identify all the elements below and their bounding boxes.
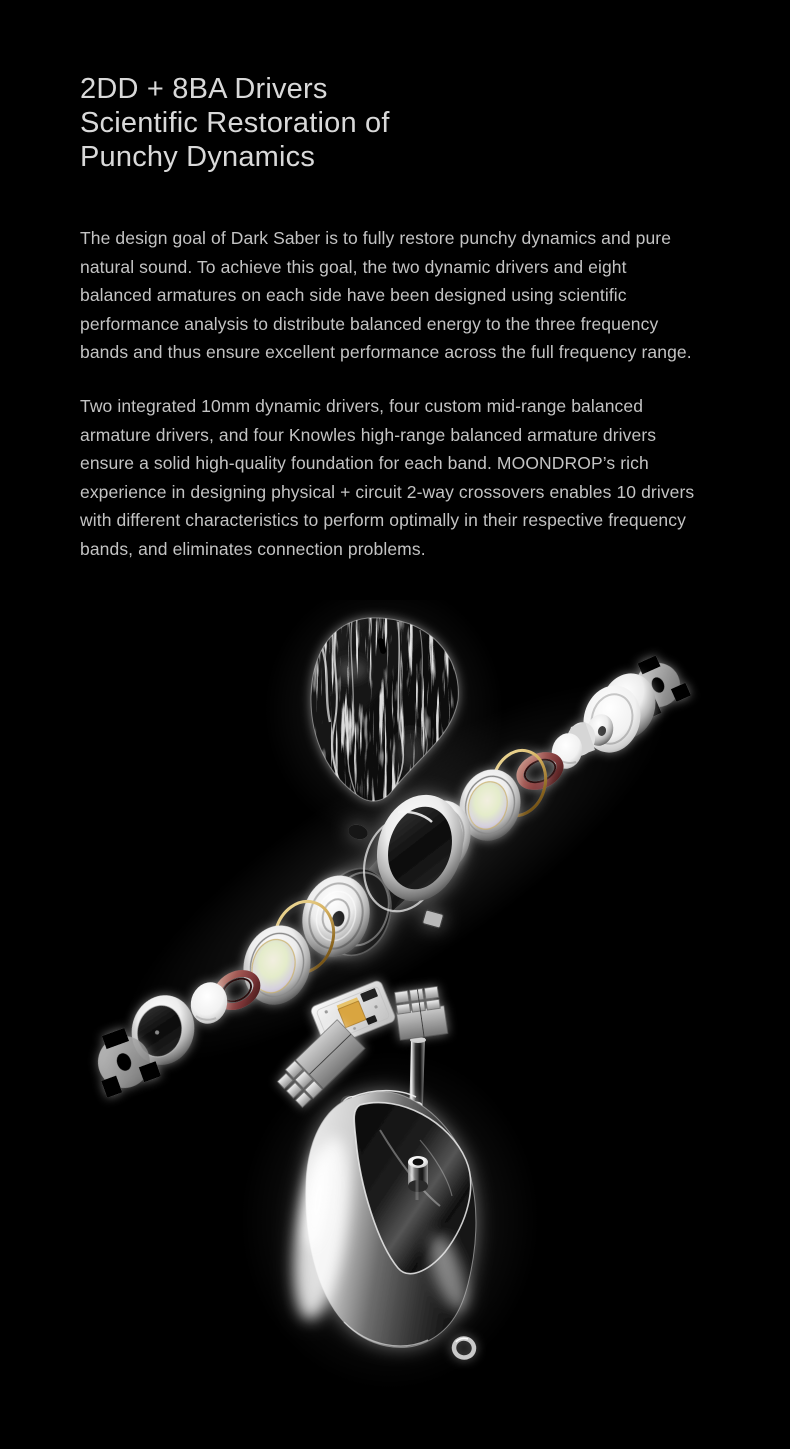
text-line: bands and thus ensure excellent performance across the full frequency range. — [80, 342, 692, 363]
page-title — [80, 72, 390, 174]
exploded-view-render — [0, 600, 790, 1449]
text-line: balanced armatures on each side have been designed using scientific — [80, 285, 627, 306]
connector-block-right — [394, 986, 448, 1040]
text-line: natural sound. To achieve this goal, the two dynamic drivers and eight — [80, 256, 627, 277]
text-line: Two integrated 10mm dynamic drivers, four custom mid-range balanced — [80, 396, 644, 416]
text-line: The design goal of Dark Saber is to fully restore punchy dynamics and pure — [80, 228, 672, 248]
text-line: armature drivers, and four Knowles high-range balanced armature drivers — [80, 424, 657, 445]
title-line: Scientific Restoration of — [80, 107, 390, 139]
paragraph-driver-config — [80, 392, 694, 564]
paragraph-design-goal — [80, 224, 692, 367]
text-line: with different characteristics to perform optimally in their respective frequency — [80, 510, 686, 531]
text-line: bands, and eliminates connection problems. — [80, 538, 426, 559]
exploded-view-figure — [0, 600, 790, 1449]
text-line: performance analysis to distribute balanced energy to the three frequency — [80, 313, 659, 334]
title-line: 2DD + 8BA Drivers — [80, 73, 328, 105]
title-line: Punchy Dynamics — [80, 141, 316, 173]
text-line: experience in designing physical + circuit 2-way crossovers enables 10 drivers — [80, 481, 695, 502]
text-line: ensure a solid high-quality foundation for each band. MOONDROP’s rich — [80, 453, 649, 474]
